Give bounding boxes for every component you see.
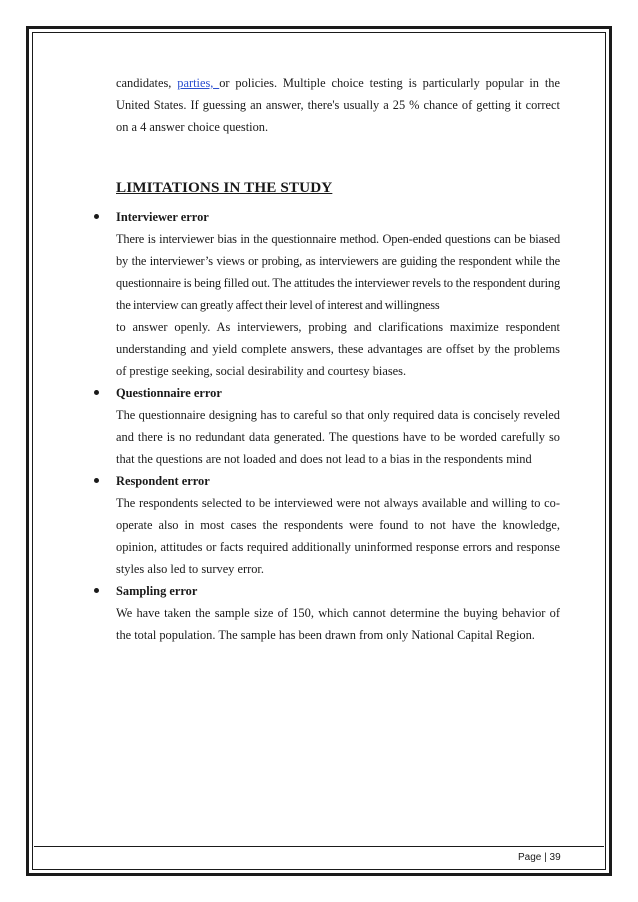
item-title: Respondent error (116, 474, 210, 488)
item-paragraph: The questionnaire designing has to careful so that only required data is concisely reveled and there is no redundant data generated. The questions have to be worded carefully so that the questions are not loaded and does not lead to a bias in the respondents mind (116, 408, 560, 466)
list-item-sampling-error (116, 580, 560, 646)
list-item-questionnaire-error (116, 382, 560, 470)
list-item-respondent-error (116, 470, 560, 580)
intro-paragraph: candidates, parties, or policies. Multiple choice testing is particularly popular in the United States. If guessing an answer, there's usually a 25 % chance of getting it correct on a 4 answer choice question. (116, 76, 560, 134)
item-paragraph: We have taken the sample size of 150, which cannot determine the buying behavior of the total population. The sample has been drawn from only National Capital Region. (116, 606, 560, 642)
bullet-icon (94, 478, 99, 483)
bullet-icon (94, 588, 99, 593)
item-paragraph: to answer openly. As interviewers, probing and clarifications maximize respondent understanding and yield complete answers, these advantages are offset by the problems of prestige seeking, social desirability and courtesy biases. (116, 320, 560, 378)
list-item-interviewer-error (116, 206, 560, 382)
footer-divider (34, 846, 604, 847)
page-number: Page | 39 (518, 852, 561, 863)
bullet-icon (94, 214, 99, 219)
bullet-icon (94, 390, 99, 395)
item-title: Interviewer error (116, 210, 209, 224)
document-body (116, 72, 560, 646)
item-title: Sampling error (116, 584, 198, 598)
item-title: Questionnaire error (116, 386, 222, 400)
item-paragraph: The respondents selected to be interviewed were not always available and willing to co-operate also in most cases the respondents were found to not have the knowledge, opinion, attitudes or facts required additionally uninformed response errors and response styles also led to survey error. (116, 496, 560, 576)
parties-link[interactable]: parties, (177, 76, 220, 90)
item-paragraph: There is interviewer bias in the questionnaire method. Open-ended questions can be biased by the interviewer’s views or probing, as interviewers are guiding the respondent while the questionnaire is being filled out. The attitudes the interviewer revels to the respondent during the interview can greatly affect their level of interest and willingness (116, 232, 560, 312)
limitations-list (116, 206, 560, 646)
section-title: LIMITATIONS IN THE STUDY (116, 179, 333, 196)
